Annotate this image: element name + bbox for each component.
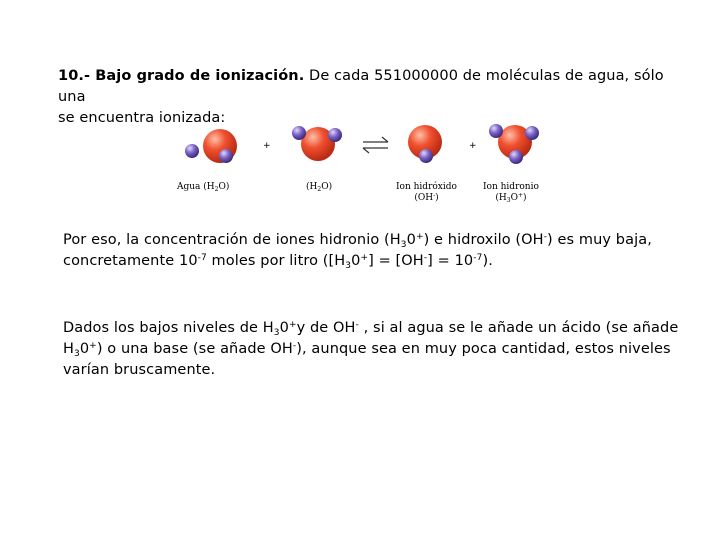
- section-heading: 10.- Bajo grado de ionización.: [58, 68, 305, 84]
- hydronium-ion: [489, 124, 539, 164]
- water-molecule-2: [292, 126, 342, 161]
- label-h2o: $(H_2O)$: [306, 182, 333, 193]
- plus-sign-2: +: [469, 141, 477, 151]
- intro-text-line1: De cada 551000000 de moléculas de agua, sólo una: [58, 68, 664, 105]
- label-ion-hidroxido: Ion hidróxido (OH-): [396, 182, 457, 203]
- hydroxide-ion: [408, 125, 442, 163]
- ionization-diagram: [170, 118, 560, 218]
- label-ion-hidronio: Ion hidronio $(H_3O^+)$: [483, 182, 539, 204]
- water-molecule-1: [185, 129, 237, 163]
- intro-text-line2: se encuentra ionizada:: [58, 110, 226, 126]
- acid-base-paragraph: Dados los bajos niveles de $H_30^+y$ de OH- , si al agua se le añade un ácido (se añade $H_30^+$) o una base (se añade OH-), aunque sea en muy poca cantidad, estos niveles varían bruscamente.: [63, 320, 679, 378]
- label-agua: Agua $(H_2O)$: [177, 182, 230, 193]
- equilibrium-arrows-icon: [363, 137, 388, 153]
- plus-sign-1: +: [263, 141, 271, 151]
- concentration-paragraph: Por eso, la concentración de iones hidronio $(H_30^+)$ e hidroxilo (OH-) es muy baja, concretamente $10^{-7}$ moles por litro $([H_30^+] = [OH^-] = 10^{-7})$.: [63, 232, 652, 271]
